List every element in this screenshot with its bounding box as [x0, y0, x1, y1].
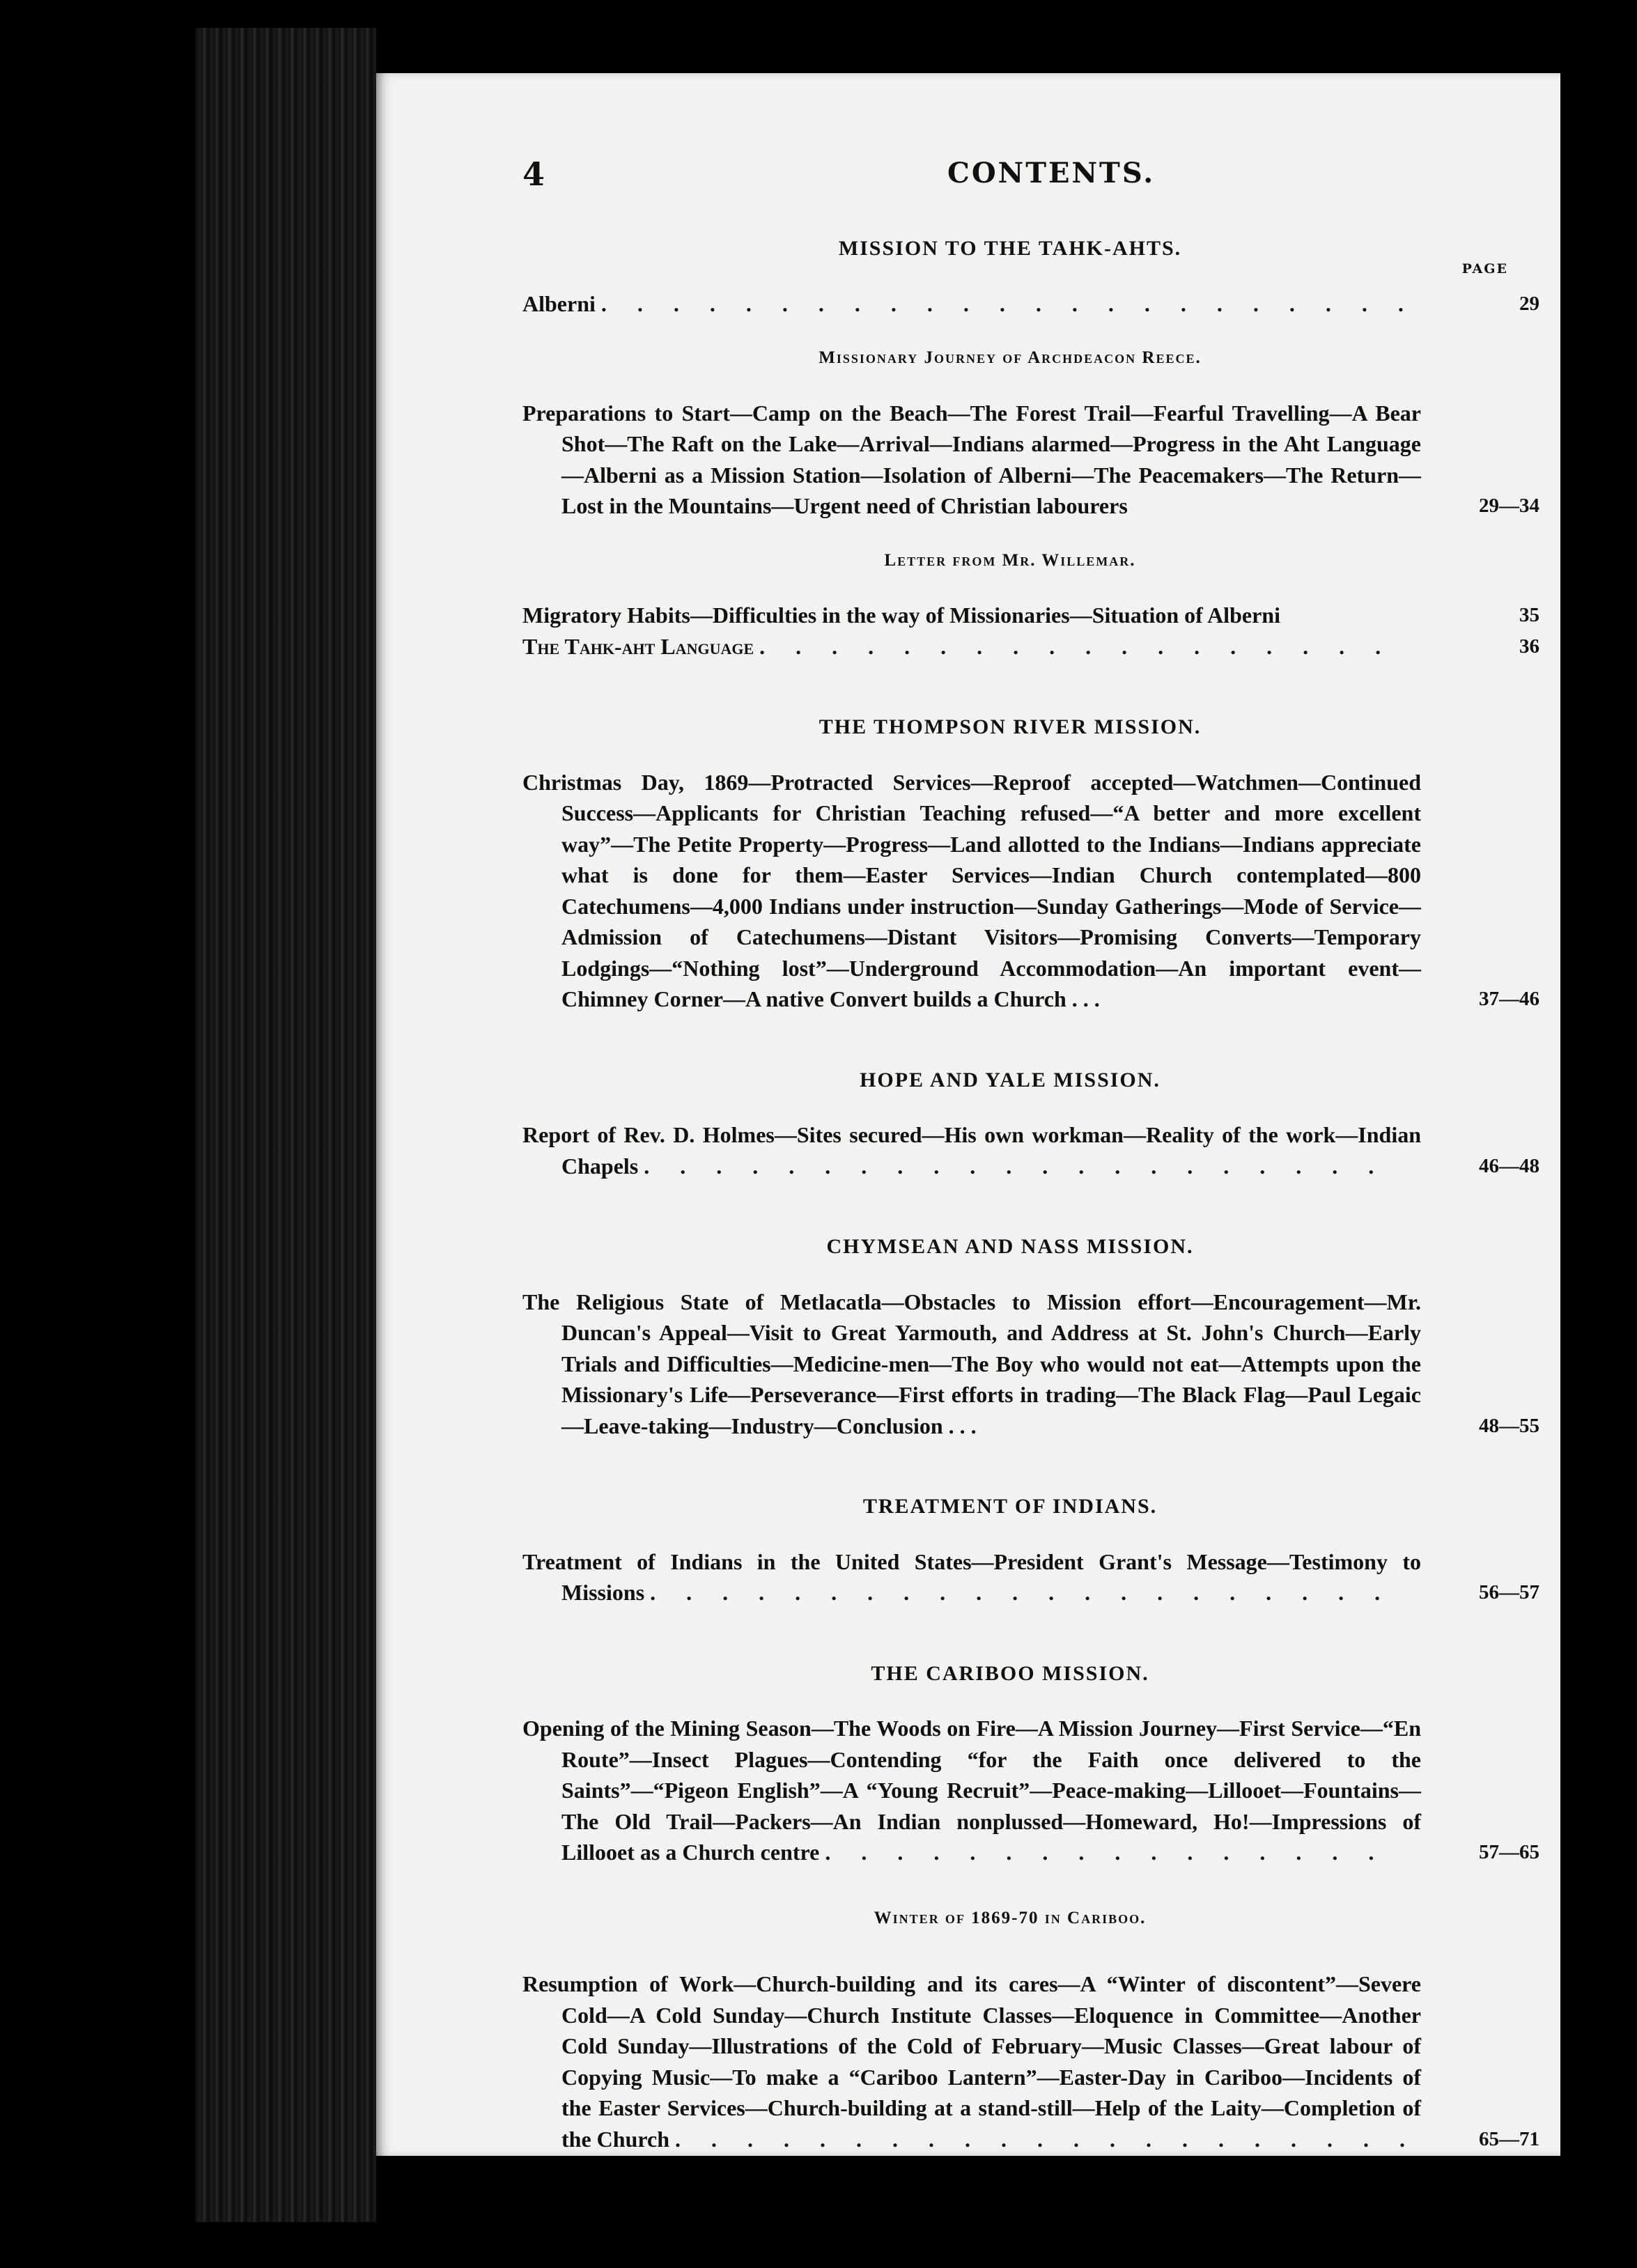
- subsection-heading-willemar: Letter from Mr. Willemar.: [884, 550, 1136, 570]
- entry-page: 36: [1519, 635, 1539, 658]
- page-title: CONTENTS.: [947, 157, 1156, 189]
- contents-entry-missionary-journey: [522, 398, 1539, 522]
- entry-page: 57—65: [1479, 1841, 1539, 1863]
- entry-page: 46—48: [1479, 1154, 1539, 1177]
- book-page: [376, 73, 1560, 2156]
- contents-entry-mining-season: [522, 1713, 1539, 1868]
- entry-text: Opening of the Mining Season—The Woods on Fire—A Mission Journey—First Service—“En Route”—Insect Plagues—Contending “for the Faith once delivered to the Saints”—“Pigeon English”—A “Young Recruit”—Peace-making—Lillooet—Fountains—The Old Trail—Packers—An Indian nonplussed—Homeward, Ho!—Impressions of Lillooet as a Church centre: [522, 1716, 1421, 1865]
- page-column-label: PAGE: [1461, 261, 1508, 277]
- book-spine: [195, 28, 376, 2222]
- contents-entry-holmes-report: [522, 1119, 1539, 1181]
- section-heading-thompson-river: THE THOMPSON RIVER MISSION.: [818, 715, 1202, 738]
- entry-text: Preparations to Start—Camp on the Beach—The Forest Trail—Fearful Travelling—A Bear Shot—The Raft on the Lake—Arrival—Indians alarmed—Progress in the Aht Language—Alberni as a Mission Station—Isolation of Alberni—The Peacemakers—The Return—Lost in the Mountains—Urgent need of Christian labourers: [522, 400, 1421, 518]
- entry-page: 29—34: [1479, 495, 1539, 517]
- dot-leader: . . . . . . . . . . . . . . . . . . . . .: [650, 1580, 1393, 1605]
- dot-leader: . . . . . . . . . . . . . . . . . . . . . . .: [600, 290, 1416, 316]
- entry-text: The Tahk-aht Language: [522, 633, 754, 659]
- contents-entry-tahk-aht-language: [522, 631, 1539, 662]
- entry-text: Migratory Habits—Difficulties in the way of Missionaries—Situation of Alberni: [522, 603, 1280, 628]
- contents-entry-migratory-habits: [522, 600, 1539, 631]
- contents-entry-treatment-us: [522, 1546, 1539, 1608]
- dot-leader: . . . . . . . . . . . . . . . . . . . . .: [644, 1153, 1387, 1179]
- entry-page: 29: [1519, 292, 1539, 315]
- subsection-heading-winter-cariboo: Winter of 1869-70 in Cariboo.: [874, 1908, 1147, 1927]
- section-heading-tahk-ahts: MISSION TO THE TAHK-AHTS.: [838, 237, 1182, 260]
- page-number: 4: [522, 155, 545, 193]
- section-heading-chymsean-nass: CHYMSEAN AND NASS MISSION.: [826, 1235, 1194, 1258]
- entry-text: Resumption of Work—Church-building and its cares—A “Winter of discontent”—Severe Cold—A Cold Sunday—Church Institute Classes—Eloquence in Committee—Another Cold Sunday—Illustrations of the Cold of February—Music Classes—Great labour of Copying Music—To make a “Cariboo Lantern”—Easter-Day in Cariboo—Incidents of the Easter Services—Church-building at a stand-still—Help of the Laity—Completion of the Church: [522, 1971, 1421, 2152]
- entry-page: 56—57: [1479, 1581, 1539, 1603]
- dot-leader: . . . . . . . . . . . . . . . . . .: [759, 633, 1394, 659]
- entry-text: Alberni: [522, 290, 596, 316]
- entry-text: Christmas Day, 1869—Protracted Services—Reproof accepted—Watchmen—Continued Success—Applicants for Christian Teaching refused—“A better and more excellent way”—The Petite Property—Progress—Land allotted to the Indians—Indians appreciate what is done for them—Easter Services—Indian Church contemplated—800 Catechumens—4,000 Indians under instruction—Sunday Gatherings—Mode of Service—Admission of Catechumens—Distant Visitors—Promising Converts—Temporary Lodgings—“Nothing lost”—Underground Accommodation—An important event—Chimney Corner—A native Convert builds a Church . . .: [522, 769, 1421, 1011]
- contents-entry-christmas-day: [522, 767, 1539, 1015]
- entry-text: Treatment of Indians in the United States—President Grant's Message—Testimony to Missions: [522, 1548, 1421, 1605]
- entry-page: 48—55: [1479, 1414, 1539, 1437]
- contents-entry-resumption-of-work: [522, 1968, 1539, 2154]
- section-heading-treatment-indians: TREATMENT OF INDIANS.: [862, 1495, 1158, 1518]
- section-heading-hope-yale: HOPE AND YALE MISSION.: [860, 1068, 1161, 1092]
- entry-text: The Religious State of Metlacatla—Obstacles to Mission effort—Encouragement—Mr. Duncan's Appeal—Visit to Great Yarmouth, and Address at St. John's Church—Early Trials and Difficulties—Medicine-men—The Boy who would not eat—Attempts upon the Missionary's Life—Perseverance—First efforts in trading—The Black Flag—Paul Legaic—Leave-taking—Industry—Conclusion . . .: [522, 1289, 1421, 1438]
- subsection-heading-reece: Missionary Journey of Archdeacon Reece.: [818, 348, 1202, 367]
- entry-page: 35: [1519, 604, 1539, 626]
- dot-leader: . . . . . . . . . . . . . . . . . . . . .: [674, 2126, 1418, 2152]
- entry-page: 65—71: [1479, 2127, 1539, 2150]
- section-heading-cariboo: THE CARIBOO MISSION.: [871, 1661, 1149, 1685]
- contents-entry-alberni: [522, 288, 1539, 320]
- entry-text: Report of Rev. D. Holmes—Sites secured—His own workman—Reality of the work—Indian Chapels: [522, 1122, 1421, 1179]
- contents-body: [522, 233, 1539, 2154]
- entry-page: 37—46: [1479, 988, 1539, 1010]
- dot-leader: . . . . . . . . . . . . . . . .: [825, 1840, 1387, 1865]
- contents-entry-metlacatla: [522, 1287, 1539, 1442]
